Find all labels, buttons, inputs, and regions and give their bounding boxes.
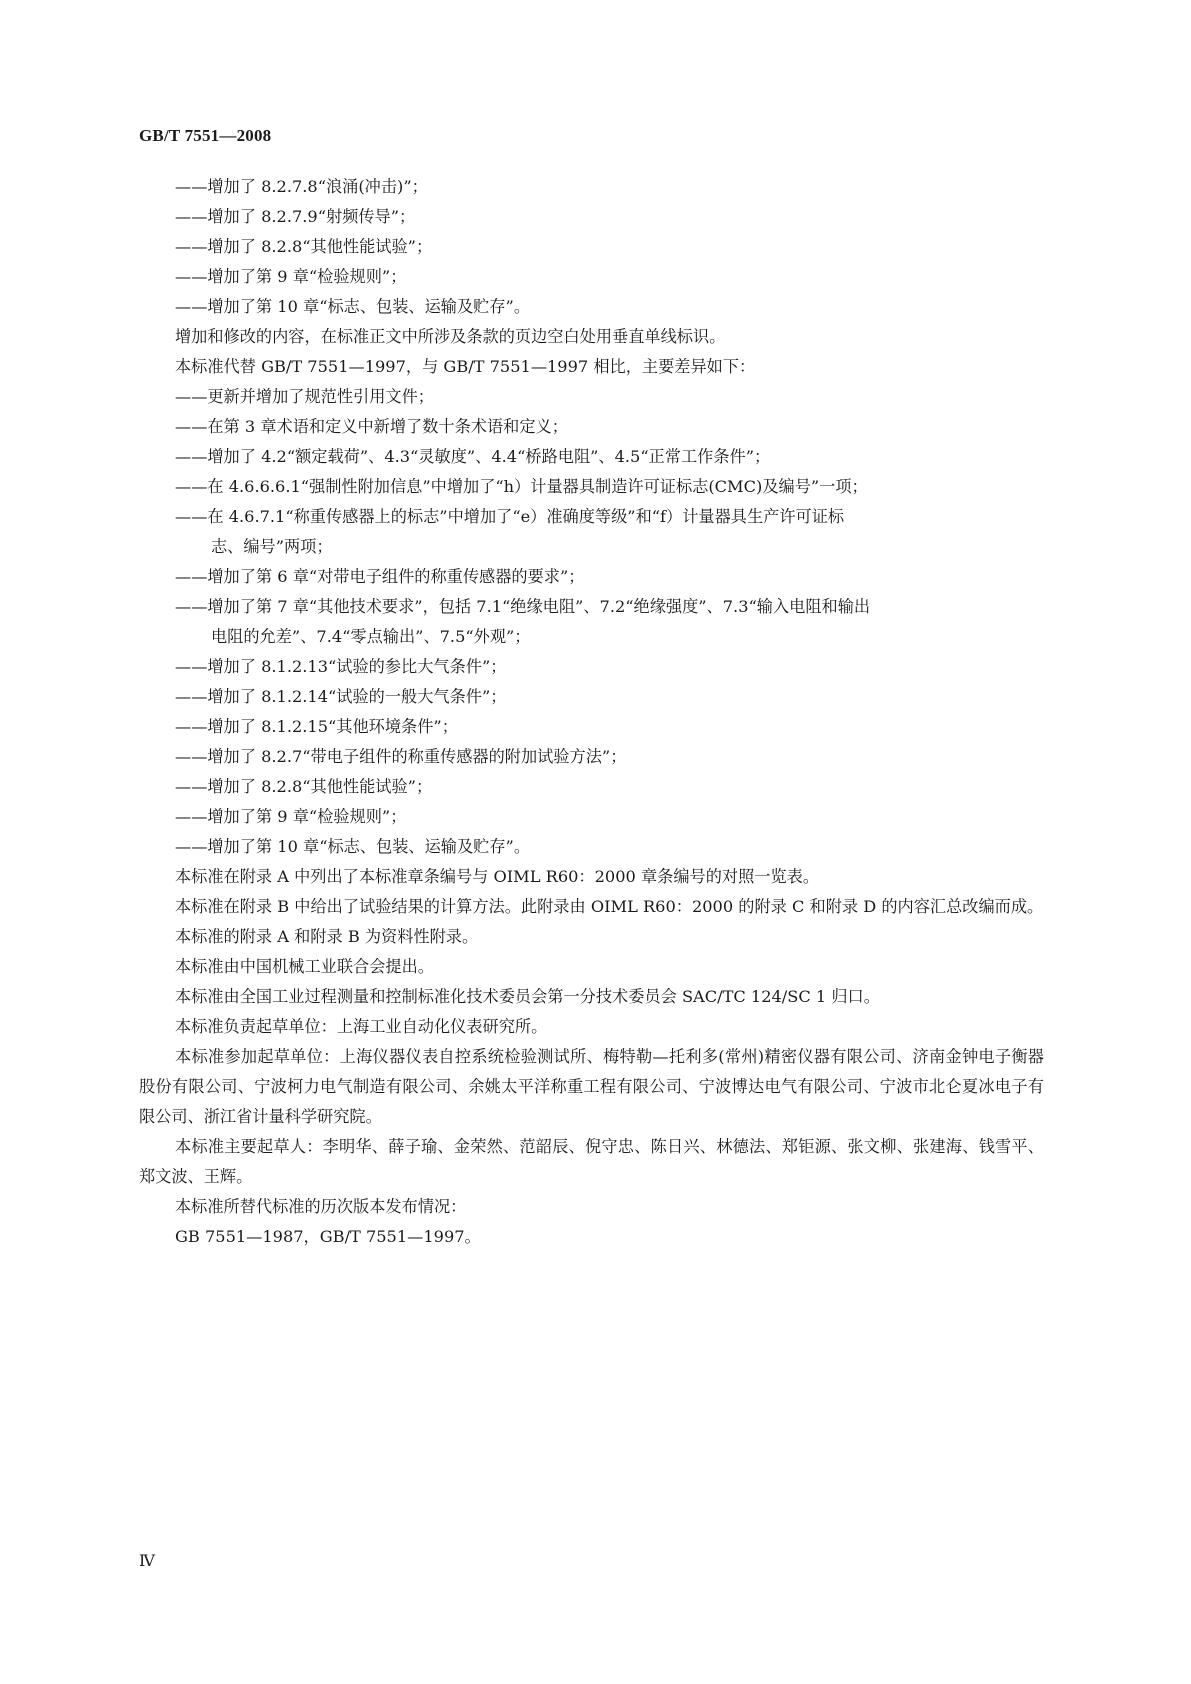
paragraph: 本标准在附录 B 中给出了试验结果的计算方法。此附录由 OIML R60：2000 的附录 C 和附录 D 的内容汇总改编而成。 bbox=[175, 897, 1044, 916]
list-item: ——增加了 8.1.2.13“试验的参比大气条件”； bbox=[175, 657, 507, 676]
paragraph: 本标准参加起草单位：上海仪器仪表自控系统检验测试所、梅特勒—托利多(常州)精密仪器有限公司、济南金钟电子衡器股份有限公司、宁波柯力电气制造有限公司、余姚太平洋称重工程有限公司、宁波博达电气有限公司、宁波市北仑夏冰电子有限公司、浙江省计量科学研究院。 bbox=[139, 1047, 1044, 1126]
paragraph: 本标准所替代标准的历次版本发布情况： bbox=[175, 1197, 467, 1216]
list-item: ——增加了 8.2.8“其他性能试验”； bbox=[175, 237, 433, 256]
list-item: ——增加了第 9 章“检验规则”； bbox=[175, 807, 407, 826]
list-item: 电阻的允差”、7.4“零点输出”、7.5“外观”； bbox=[211, 627, 531, 646]
list-item: ——增加了 8.2.7.8“浪涌(冲击)”； bbox=[175, 177, 428, 196]
paragraph: 本标准的附录 A 和附录 B 为资料性附录。 bbox=[175, 927, 479, 946]
page-number: Ⅳ bbox=[139, 1553, 155, 1570]
list-item: ——在 4.6.6.6.1“强制性附加信息”中增加了“h）计量器具制造许可证标志(CMC)及编号”一项； bbox=[175, 477, 868, 496]
list-item: 志、编号”两项； bbox=[211, 537, 333, 556]
list-item: ——增加了 8.2.7.9“射频传导”； bbox=[175, 207, 416, 226]
list-item: ——增加了第 10 章“标志、包装、运输及贮存”。 bbox=[175, 837, 531, 856]
list-item: ——增加了 8.2.7“带电子组件的称重传感器的附加试验方法”； bbox=[175, 747, 627, 766]
list-item: ——增加了 8.2.8“其他性能试验”； bbox=[175, 777, 433, 796]
paragraph: 本标准在附录 A 中列出了本标准章条编号与 OIML R60：2000 章条编号的对照一览表。 bbox=[175, 867, 820, 886]
paragraph: 本标准代替 GB/T 7551—1997，与 GB/T 7551—1997 相比，主要差异如下： bbox=[175, 357, 756, 376]
list-item: ——在 4.6.7.1“称重传感器上的标志”中增加了“e）准确度等级”和“f）计量器具生产许可证标 bbox=[175, 507, 845, 526]
list-item: ——更新并增加了规范性引用文件； bbox=[175, 387, 434, 406]
paragraph: 本标准由中国机械工业联合会提出。 bbox=[175, 957, 434, 976]
foreword-body bbox=[139, 172, 1044, 1252]
standard-code: GB/T 7551—2008 bbox=[139, 126, 272, 145]
paragraph: 本标准负责起草单位：上海工业自动化仪表研究所。 bbox=[175, 1017, 548, 1036]
paragraph: 本标准主要起草人：李明华、薛子瑜、金荣然、范韶辰、倪守忠、陈日兴、林德法、郑钜源、张文柳、张建海、钱雪平、郑文波、王辉。 bbox=[139, 1137, 1044, 1186]
list-item: ——增加了第 9 章“检验规则”； bbox=[175, 267, 407, 286]
paragraph: 本标准由全国工业过程测量和控制标准化技术委员会第一分技术委员会 SAC/TC 124/SC 1 归口。 bbox=[175, 987, 880, 1006]
list-item: ——增加了 8.1.2.14“试验的一般大气条件”； bbox=[175, 687, 507, 706]
paragraph: GB 7551—1987，GB/T 7551—1997。 bbox=[175, 1227, 481, 1246]
list-item: ——增加了 4.2“额定载荷”、4.3“灵敏度”、4.4“桥路电阻”、4.5“正常工作条件”； bbox=[175, 447, 771, 466]
paragraph: 增加和修改的内容，在标准正文中所涉及条款的页边空白处用垂直单线标识。 bbox=[175, 327, 726, 346]
list-item: ——在第 3 章术语和定义中新增了数十条术语和定义； bbox=[175, 417, 568, 436]
list-item: ——增加了第 7 章“其他技术要求”，包括 7.1“绝缘电阻”、7.2“绝缘强度”、7.3“输入电阻和输出 bbox=[175, 597, 871, 616]
list-item: ——增加了 8.1.2.15“其他环境条件”； bbox=[175, 717, 458, 736]
list-item: ——增加了第 6 章“对带电子组件的称重传感器的要求”； bbox=[175, 567, 585, 586]
list-item: ——增加了第 10 章“标志、包装、运输及贮存”。 bbox=[175, 297, 531, 316]
